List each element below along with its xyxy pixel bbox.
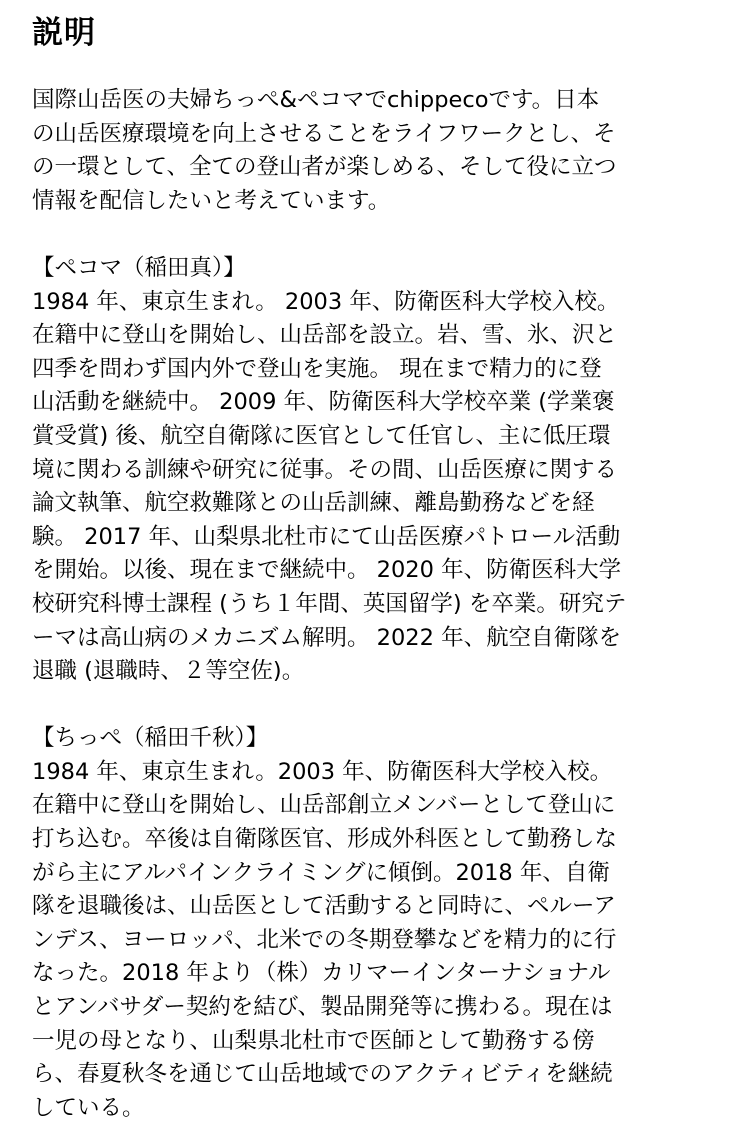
text-line: の一環として、全ての登山者が楽しめる、そして役に立つ bbox=[32, 154, 617, 181]
section-title: 説明 bbox=[32, 15, 96, 51]
text-line: 賞受賞) 後、航空自衛隊に医官として任官し、主に低圧環 bbox=[32, 422, 611, 449]
paragraph-spacer bbox=[32, 218, 717, 252]
text-line: 校研究科博士課程 (うち１年間、英国留学) を卒業。研究テ bbox=[32, 590, 627, 617]
text-line: 1984 年、東京生まれ。 2003 年、防衛医科大学校入校。 bbox=[32, 288, 620, 315]
text-line: なった。2018 年より（株）カリマーインターナショナル bbox=[32, 960, 611, 987]
text-line: ンデス、ヨーロッパ、北米での冬期登攀などを精力的に行 bbox=[32, 926, 617, 953]
text-line: 在籍中に登山を開始し、山岳部を設立。岩、雪、氷、沢と bbox=[32, 322, 618, 349]
profile-heading: 【ちっぺ（稲田千秋）】 bbox=[32, 725, 269, 752]
text-line: とアンバサダー契約を結び、製品開発等に携わる。現在は bbox=[32, 994, 613, 1021]
text-line: 国際山岳医の夫婦ちっぺ&ペコマでchippecoです。日本 bbox=[32, 87, 600, 113]
profile-heading: 【ペコマ（稲田真）】 bbox=[32, 254, 246, 281]
text-line: ら、春夏秋冬を通じて山岳地域でのアクティビティを継続 bbox=[32, 1061, 613, 1088]
text-line: 退職 (退職時、２等空佐)。 bbox=[32, 658, 305, 685]
text-line: している。 bbox=[32, 1094, 145, 1121]
text-line: 隊を退職後は、山岳医として活動すると同時に、ペルーア bbox=[32, 893, 616, 920]
text-line: 一児の母となり、山梨県北杜市で医師として勤務する傍 bbox=[32, 1027, 595, 1054]
text-line: 1984 年、東京生まれ。2003 年、防衛医科大学校入校。 bbox=[32, 758, 613, 785]
description-body bbox=[32, 84, 717, 1125]
text-line: 情報を配信したいと考えています。 bbox=[32, 187, 391, 214]
text-line: 験。 2017 年、山梨県北杜市にて山岳医療パトロール活動 bbox=[32, 523, 621, 550]
paragraph-spacer bbox=[32, 689, 717, 723]
text-line: 山活動を継続中。 2009 年、防衛医科大学校卒業 (学業褒 bbox=[32, 389, 615, 416]
chippe-profile bbox=[32, 722, 717, 1125]
text-line: 四季を問わず国内外で登山を実施。 現在まで精力的に登 bbox=[32, 355, 602, 382]
text-line: 在籍中に登山を開始し、山岳部創立メンバーとして登山に bbox=[32, 792, 616, 819]
text-line: がら主にアルパインクライミングに傾倒。2018 年、自衛 bbox=[32, 859, 610, 886]
pekoma-profile bbox=[32, 252, 717, 689]
text-line: を開始。以後、現在まで継続中。 2020 年、防衛医科大学 bbox=[32, 557, 622, 584]
intro-paragraph bbox=[32, 84, 717, 218]
text-line: の山岳医療環境を向上させることをライフワークとし、そ bbox=[32, 120, 616, 147]
text-line: 境に関わる訓練や研究に従事。その間、山岳医療に関する bbox=[32, 456, 618, 483]
text-line: 論文執筆、航空救難隊との山岳訓練、離島勤務などを経 bbox=[32, 490, 595, 517]
text-line: ーマは高山病のメカニズム解明。 2022 年、航空自衛隊を bbox=[32, 624, 622, 651]
text-line: 打ち込む。卒後は自衛隊医官、形成外科医として勤務しな bbox=[32, 826, 618, 853]
